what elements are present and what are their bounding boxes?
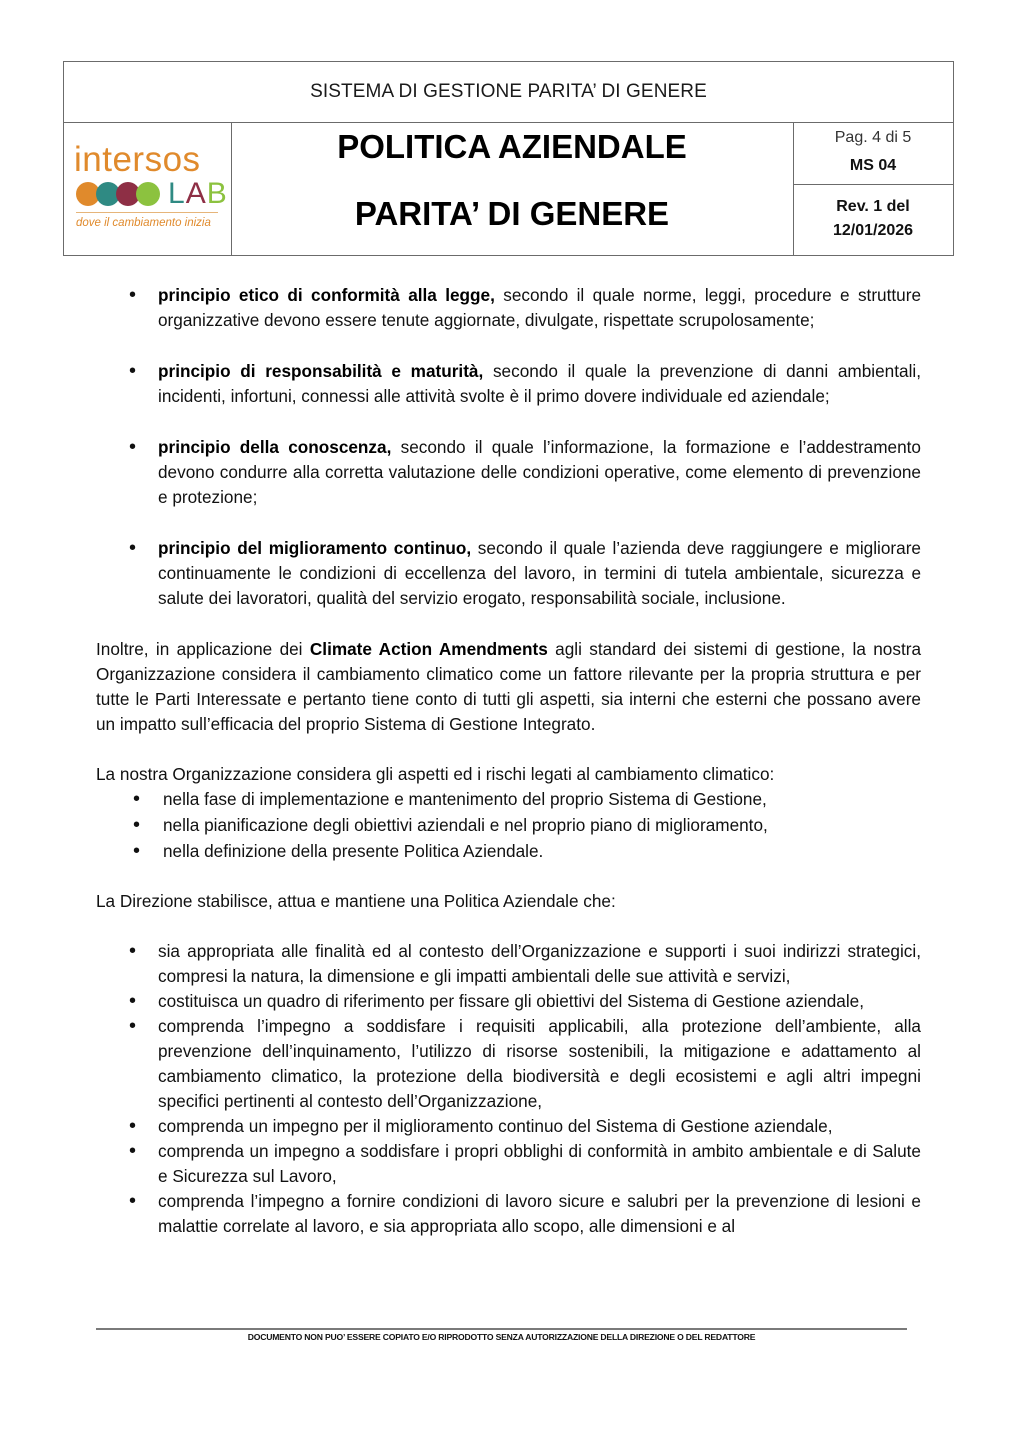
revision-label: Rev. 1 del [836, 198, 910, 215]
policy-item: • comprenda l’impegno a soddisfare i requisiti applicabili, alla protezione dell’ambiente, alla prevenzione dell’inquinamento, l’utilizzo di risorse sostenibili, la mitigazione e adattamento al cambiamento climatico, la protezione della biodiversità e degli ecosistemi e agli altri impegni specifici pertinenti al contesto dell’Organizzazione, [96, 1014, 921, 1114]
policy-item: • comprenda l’impegno a fornire condizioni di lavoro sicure e salubri per la prevenzione di lesioni e malattie correlate al lavoro, e sia appropriata allo scopo, alle dimensioni e al [96, 1189, 921, 1239]
policy-intro: La Direzione stabilisce, attua e mantiene una Politica Aziendale che: [96, 891, 616, 911]
document-meta-cell [793, 122, 953, 255]
revision-info [793, 184, 953, 255]
logo-tagline: dove il cambiamento inizia [76, 217, 211, 229]
company-logo [64, 122, 232, 255]
climate-risk-item: • nella pianificazione degli obiettivi aziendali e nel proprio piano di miglioramento, [96, 813, 921, 838]
policy-item: • costituisca un quadro di riferimento per fissare gli obiettivi del Sistema di Gestione aziendale, [96, 989, 921, 1014]
logo-wordmark: intersos [74, 140, 201, 179]
climate-risks-list [96, 787, 921, 864]
climate-paragraph: Inoltre, in applicazione dei Climate Action Amendments agli standard dei sistemi di gestione, la nostra Organizzazione considera il cambiamento climatico come un fattore rilevante per la propria struttura e per tutte le Parti Interessate e pertanto tiene conto di tutti gli aspetti, sia interni che esterni che possano avere un impatto sull’efficacia del proprio Sistema di Gestione Integrato. [96, 639, 922, 734]
footer-divider [96, 1328, 907, 1330]
logo-circles-icon [76, 182, 166, 206]
policy-item: • comprenda un impegno a soddisfare i propri obblighi di conformità in ambito ambientale e di Salute e Sicurezza sul Lavoro, [96, 1139, 921, 1189]
policy-item: • sia appropriata alle finalità ed al contesto dell’Organizzazione e supporti i suoi indirizzi strategici, compresi la natura, la dimensione e gli impatti ambientali delle sue attività e servizi, [96, 939, 921, 989]
policy-item: • comprenda un impegno per il miglioramento continuo del Sistema di Gestione aziendale, [96, 1114, 921, 1139]
policy-list [96, 939, 921, 1239]
logo-lab: LAB [168, 177, 228, 210]
document-title-line-2: PARITA’ DI GENERE [354, 195, 670, 232]
page-info [793, 122, 953, 185]
climate-risk-item: • nella fase di implementazione e mantenimento del proprio Sistema di Gestione, [96, 787, 921, 812]
climate-risks-intro: La nostra Organizzazione considera gli aspetti ed i rischi legati al cambiamento climatico: [96, 764, 775, 784]
principle-item: • principio della conoscenza, secondo il quale l’informazione, la formazione e l’addestramento devono condurre alla corretta valutazione delle condizioni operative, come elemento di prevenzione e protezione; [96, 435, 921, 510]
principle-item: • principio di responsabilità e maturità, secondo il quale la prevenzione di danni ambientali, incidenti, infortuni, connessi alle attività svolte è il primo dovere individuale ed aziendale; [96, 359, 921, 409]
document-code: MS 04 [849, 157, 897, 174]
footer-copyright-notice: DOCUMENTO NON PUO’ ESSERE COPIATO E/O RIPRODOTTO SENZA AUTORIZZAZIONE DELLA DIREZIONE O DEL REDATTORE [247, 1332, 756, 1342]
principle-item: • principio del miglioramento continuo, secondo il quale l’azienda deve raggiungere e migliorare continuamente le condizioni di eccellenza del lavoro, in termini di tutela ambientale, sicurezza e salute dei lavoratori, qualità del servizio erogato, responsabilità sociale, inclusione. [96, 536, 921, 611]
revision-date: 12/01/2026 [832, 222, 914, 239]
principles-list [96, 283, 921, 611]
document-title-cell [231, 122, 794, 255]
document-header-table [63, 61, 954, 256]
page-number: Pag. 4 di 5 [834, 129, 912, 146]
climate-risk-item: • nella definizione della presente Politica Aziendale. [96, 839, 921, 864]
document-title-line-1: POLITICA AZIENDALE [337, 128, 687, 165]
document-body [96, 283, 921, 1239]
logo-divider [76, 212, 218, 213]
principle-item: • principio etico di conformità alla legge, secondo il quale norme, leggi, procedure e strutture organizzative devono essere tenute aggiornate, divulgate, rispettate scrupolosamente; [96, 283, 921, 333]
system-title: SISTEMA DI GESTIONE PARITA’ DI GENERE [64, 62, 953, 123]
